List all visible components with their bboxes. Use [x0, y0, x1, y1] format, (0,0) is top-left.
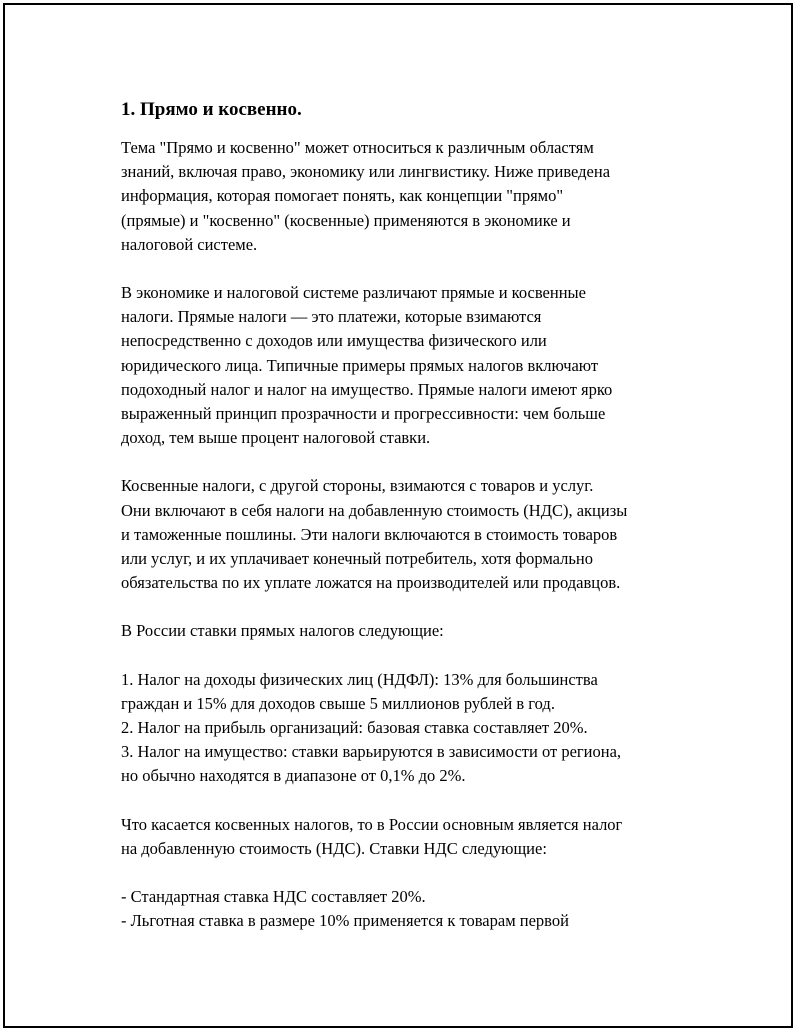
document-page	[3, 3, 793, 1028]
paragraph-vat-rates-list: - Стандартная ставка НДС составляет 20%. - Льготная ставка в размере 10% применяется к товарам первой	[121, 887, 569, 931]
paragraph-indirect-vat-intro: Что касается косвенных налогов, то в России основным является налог на добавленную стоимость (НДС). Ставки НДС следующие:	[121, 814, 623, 858]
paragraph-russia-direct-intro: В России ставки прямых налогов следующие:	[121, 621, 444, 641]
document-body	[121, 97, 701, 933]
paragraph-direct-taxes: В экономике и налоговой системе различают прямые и косвенные налоги. Прямые налоги — это платежи, которые взимаются непосредственно с доходов или имущества физического или юридического лица. Типичные примеры прямых налогов включают подоходный налог и налог на имущество. Прямые налоги имеют ярко выраженный принцип прозрачности и прогрессивности: чем больше доход, тем выше процент налоговой ставки.	[121, 283, 613, 448]
section-heading: 1. Прямо и косвенно.	[121, 99, 302, 120]
paragraph-intro: Тема "Прямо и косвенно" может относиться к различным областям знаний, включая право, экономику или лингвистику. Ниже приведена информация, которая помогает понять, как концепции "прямо" (прямые) и "косвенно" (косвенные) применяются в экономике и налоговой системе.	[121, 138, 611, 254]
paragraph-indirect-taxes: Косвенные налоги, с другой стороны, взимаются с товаров и услуг. Они включают в себя налоги на добавленную стоимость (НДС), акцизы и таможенные пошлины. Эти налоги включаются в стоимость товаров или услуг, и их уплачивает конечный потребитель, хотя формально обязательства по их уплате ложатся на производителей или продавцов.	[121, 476, 628, 593]
paragraph-direct-rates-list: 1. Налог на доходы физических лиц (НДФЛ): 13% для большинства граждан и 15% для доходов свыше 5 миллионов рублей в год. 2. Налог на прибыль организаций: базовая ставка составляет 20%. 3. Налог на имущество: ставки варьируются в зависимости от региона, но обычно находятся в диапазоне от 0,1% до 2%.	[121, 669, 622, 786]
